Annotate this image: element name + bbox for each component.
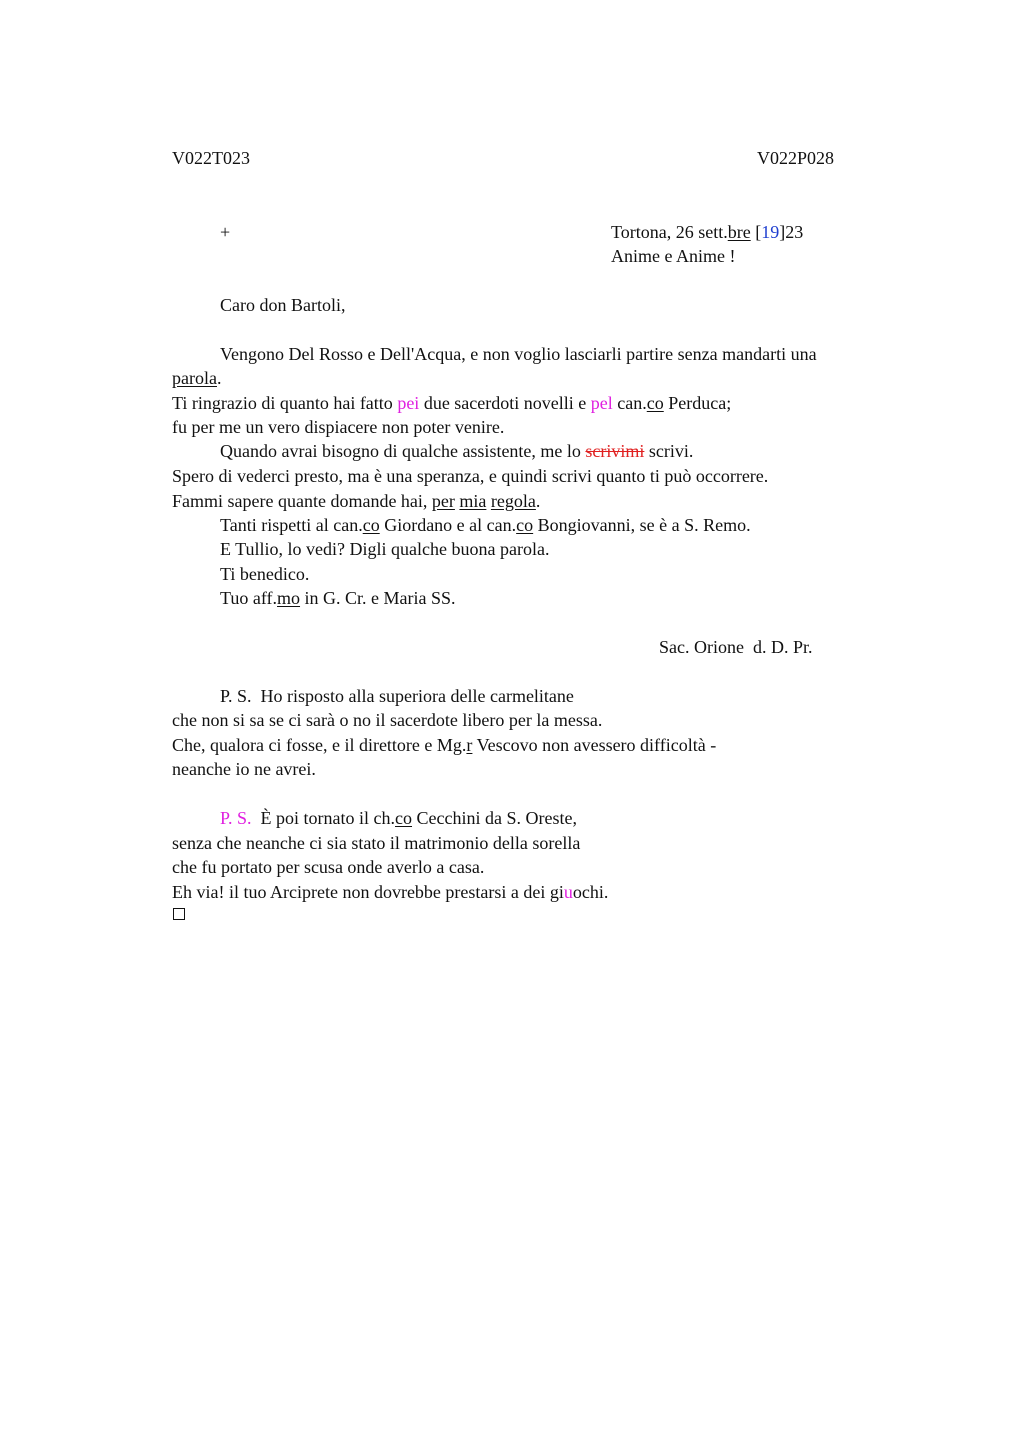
editorial-insertion: pei xyxy=(397,393,420,413)
postscript-line: che fu portato per scusa onde averlo a casa. xyxy=(172,857,485,877)
dateline: Tortona, 26 sett.bre [19]23 xyxy=(611,222,804,242)
postscript-line: Eh via! il tuo Arciprete non dovrebbe prestarsi a dei giuochi. xyxy=(172,882,609,902)
end-marker-box xyxy=(173,908,185,920)
body-line: fu per me un vero dispiacere non poter venire. xyxy=(172,417,505,437)
postscript-line: neanche io ne avrei. xyxy=(172,759,316,779)
body-line: Fammi sapere quante domande hai, per mia regola. xyxy=(172,491,541,511)
body-line: parola. xyxy=(172,368,222,388)
postscript-line: P. S. È poi tornato il ch.co Cecchini da S. Oreste, xyxy=(220,808,577,828)
salutation: Caro don Bartoli, xyxy=(220,295,346,315)
body-line: Quando avrai bisogno di qualche assistente, me lo scrivimi scrivi. xyxy=(220,441,694,461)
body-line: Vengono Del Rosso e Dell'Acqua, e non voglio lasciarli partire senza mandarti una xyxy=(220,344,817,364)
editorial-insertion: pel xyxy=(590,393,613,413)
body-line: Ti benedico. xyxy=(220,564,310,584)
postscript-line: senza che neanche ci sia stato il matrimonio della sorella xyxy=(172,833,581,853)
postscript-line: Che, qualora ci fosse, e il direttore e Mg.r Vescovo non avessero difficoltà - xyxy=(172,735,717,755)
postscript-line: P. S. Ho risposto alla superiora delle carmelitane xyxy=(220,686,574,706)
document-code-right: V022P028 xyxy=(757,148,835,168)
editorial-insertion: 19 xyxy=(761,222,780,242)
motto: Anime e Anime ! xyxy=(611,246,736,266)
deleted-word: scrivimi xyxy=(585,441,645,461)
body-line: Ti ringrazio di quanto hai fatto pei due sacerdoti novelli e pel can.co Perduca; xyxy=(172,393,732,413)
document-code-left: V022T023 xyxy=(172,148,250,168)
editorial-insertion: u xyxy=(563,882,573,902)
signature: Sac. Orione d. D. Pr. xyxy=(659,637,813,657)
body-line: Tanti rispetti al can.co Giordano e al can.co Bongiovanni, se è a S. Remo. xyxy=(220,515,751,535)
closing-line: Tuo aff.mo in G. Cr. e Maria SS. xyxy=(220,588,456,608)
body-line: E Tullio, lo vedi? Digli qualche buona parola. xyxy=(220,539,550,559)
postscript-line: che non si sa se ci sarà o no il sacerdote libero per la messa. xyxy=(172,710,603,730)
cross-mark: + xyxy=(220,222,231,242)
body-line: Spero di vederci presto, ma è una speranza, e quindi scrivi quanto ti può occorrere. xyxy=(172,466,769,486)
editorial-insertion: P. S. xyxy=(220,808,252,828)
